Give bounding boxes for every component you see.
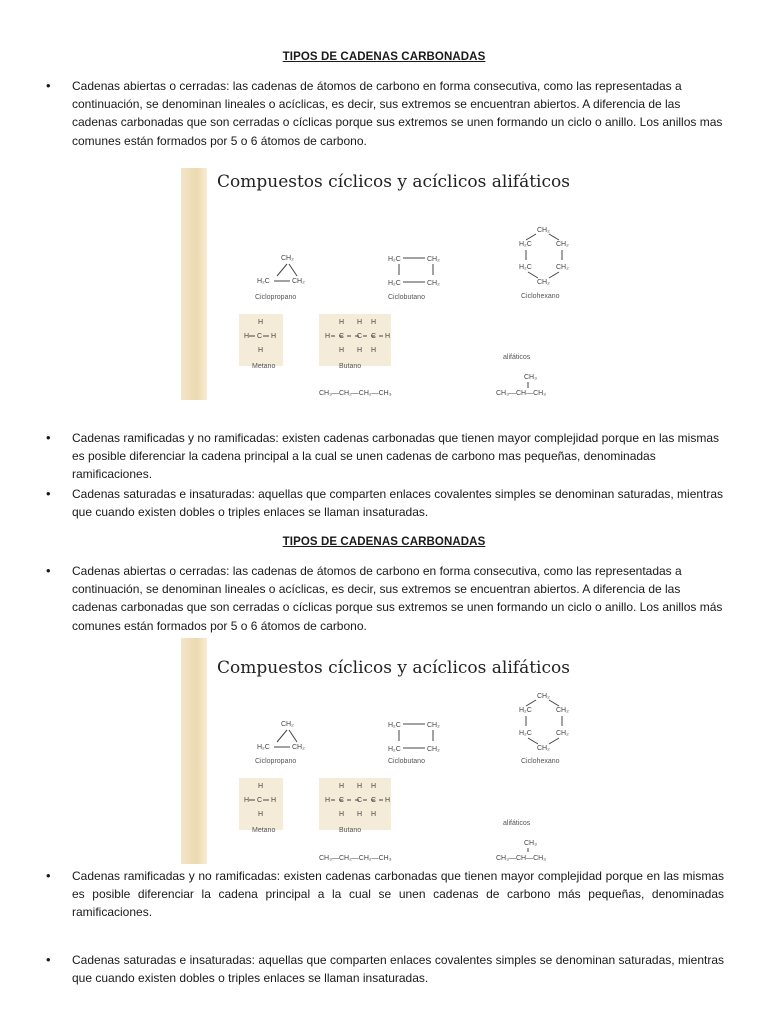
formula-h2c: H₂C <box>388 280 401 287</box>
formula-ch2: CH₂ <box>537 279 550 286</box>
bullet-marker: • <box>46 563 51 578</box>
atom-h: H <box>258 783 264 790</box>
bullet-marker: • <box>46 430 51 445</box>
atom-h: H <box>357 783 363 790</box>
formula-h2c: H₂C <box>388 746 401 753</box>
atom-c: C <box>339 797 345 804</box>
chem-diagram <box>181 168 589 400</box>
formula-ch3: CH₃ <box>524 840 537 847</box>
atom-h: H <box>339 319 345 326</box>
formula-ch2: CH₂ <box>281 255 294 262</box>
atom-h: H <box>258 319 264 326</box>
label-metano: Metano <box>252 363 276 370</box>
label-butano-small: Butano <box>339 363 362 370</box>
formula-ch2: CH₂ <box>537 693 550 700</box>
formula-ch2: CH₂ <box>537 745 550 752</box>
label-ciclobutano: Ciclobutano <box>388 294 425 301</box>
atom-h: H <box>357 811 363 818</box>
atom-h: H <box>271 797 277 804</box>
butano-box <box>319 778 391 830</box>
atom-h: H <box>357 347 363 354</box>
atom-h: H <box>271 333 277 340</box>
formula-ch2: CH₂ <box>427 280 440 287</box>
formula-ch2: CH₂ <box>556 730 569 737</box>
formula-h2c: H₂C <box>388 256 401 263</box>
atom-h: H <box>371 347 377 354</box>
atom-h: H <box>244 797 250 804</box>
label-ciclopropano: Ciclopropano <box>255 294 297 301</box>
atom-h: H <box>325 797 331 804</box>
formula-ch2: CH₂ <box>556 241 569 248</box>
chem-figure <box>181 638 589 864</box>
formula-chain-butano: CH₃—CH₂—CH₂—CH₃ <box>319 855 392 862</box>
paragraph-branched: Cadenas ramificadas y no ramificadas: existen cadenas carbonadas que tienen mayor complejidad porque en las mismas es posible diferenciar la cadena principal a la cual se unen cadenas de carbono más pequeñas, denominadas ramificaciones. <box>72 869 724 920</box>
atom-h: H <box>339 811 345 818</box>
formula-ch2: CH₂ <box>427 746 440 753</box>
figure-title: Compuestos cíclicos y acíclicos alifáticos <box>217 172 570 192</box>
atom-h: H <box>385 797 391 804</box>
atom-h: H <box>258 347 264 354</box>
formula-ch3: CH₃ <box>524 374 537 381</box>
paragraph-open-closed: Cadenas abiertas o cerradas: las cadenas de átomos de carbono en forma consecutiva, como las representadas a continuación, se denominan lineales o acíclicas, es decir, sus extremos se encuentran abiertos. A diferencia de las cadenas carbonadas que son cerradas o cíclicas porque sus extremos se unen formando un ciclo o anillo. Los anillos más comunes están formados por 5 o 6 átomos de carbono. <box>72 564 723 633</box>
label-ciclopropano: Ciclopropano <box>255 758 297 765</box>
paragraph-branched: Cadenas ramificadas y no ramificadas: existen cadenas carbonadas que tienen mayor complejidad porque en las mismas es posible diferenciar la cadena principal a la cual se unen cadenas de carbono mas pequeñas, denominadas ramificaciones. <box>72 431 720 482</box>
label-metano: Metano <box>252 827 276 834</box>
label-ciclohexano: Ciclohexano <box>521 293 560 300</box>
atom-h: H <box>325 333 331 340</box>
atom-c: C <box>257 797 263 804</box>
figure-title: Compuestos cíclicos y acíclicos alifáticos <box>217 658 570 678</box>
formula-ch2: CH₂ <box>281 721 294 728</box>
atom-c: C <box>371 797 377 804</box>
atom-h: H <box>339 783 345 790</box>
label-butano-small: Butano <box>339 827 362 834</box>
formula-h2c: H₂C <box>519 264 532 271</box>
atom-c: C <box>371 333 377 340</box>
formula-ch2: CH₂ <box>292 744 305 751</box>
label-alifaticos: alifáticos <box>503 354 531 361</box>
paragraph-saturated: Cadenas saturadas e insaturadas: aquellas que comparten enlaces covalentes simples se denominan saturadas, mientras que cuando existen dobles o triples enlaces se llaman insaturadas. <box>72 487 724 520</box>
atom-c: C <box>357 333 363 340</box>
formula-chain-metilpropano: CH₃—CH—CH₃ <box>496 855 547 862</box>
formula-ch2: CH₂ <box>427 256 440 263</box>
atom-c: C <box>339 333 345 340</box>
chem-diagram <box>181 638 589 864</box>
formula-ch2: CH₂ <box>427 722 440 729</box>
atom-h: H <box>371 811 377 818</box>
bullet-marker: • <box>46 486 51 501</box>
atom-h: H <box>258 811 264 818</box>
atom-c: C <box>357 797 363 804</box>
label-alifaticos: alifáticos <box>503 820 531 827</box>
section-title: TIPOS DE CADENAS CARBONADAS <box>282 51 486 63</box>
formula-h2c: H₂C <box>519 730 532 737</box>
formula-ch2: CH₂ <box>556 264 569 271</box>
atom-h: H <box>244 333 250 340</box>
atom-c: C <box>257 333 263 340</box>
chem-figure <box>181 168 589 400</box>
bullet-marker: • <box>46 78 51 93</box>
paragraph-open-closed: Cadenas abiertas o cerradas: las cadenas de átomos de carbono en forma consecutiva, como las representadas a continuación, se denominan lineales o acíclicas, es decir, sus extremos se encuentran abiertos. A diferencia de las cadenas carbonadas que son cerradas o cíclicas porque sus extremos se unen formando un ciclo o anillo. Los anillos mas comunes están formados por 5 o 6 átomos de carbono. <box>72 79 723 148</box>
section-title: TIPOS DE CADENAS CARBONADAS <box>282 536 486 548</box>
paragraph-saturated: Cadenas saturadas e insaturadas: aquellas que comparten enlaces covalentes simples se denominan saturadas, mientras que cuando existen dobles o triples enlaces se llaman insaturadas. <box>72 953 724 986</box>
formula-ch2: CH₂ <box>292 278 305 285</box>
formula-h2c: H₂C <box>257 278 270 285</box>
formula-h2c: H₂C <box>388 722 401 729</box>
formula-h2c: H₂C <box>257 744 270 751</box>
atom-h: H <box>371 319 377 326</box>
label-ciclohexano: Ciclohexano <box>521 758 560 765</box>
formula-h2c: H₂C <box>519 707 532 714</box>
bullet-marker: • <box>46 952 51 967</box>
formula-h2c: H₂C <box>519 241 532 248</box>
butano-box <box>319 314 391 366</box>
atom-h: H <box>339 347 345 354</box>
formula-chain-metilpropano: CH₃—CH—CH₃ <box>496 390 547 397</box>
formula-ch2: CH₂ <box>556 707 569 714</box>
atom-h: H <box>385 333 391 340</box>
atom-h: H <box>357 319 363 326</box>
label-ciclobutano: Ciclobutano <box>388 758 425 765</box>
atom-h: H <box>371 783 377 790</box>
formula-chain-butano: CH₃—CH₂—CH₂—CH₃ <box>319 390 392 397</box>
formula-ch2: CH₂ <box>537 227 550 234</box>
bullet-marker: • <box>46 868 51 883</box>
